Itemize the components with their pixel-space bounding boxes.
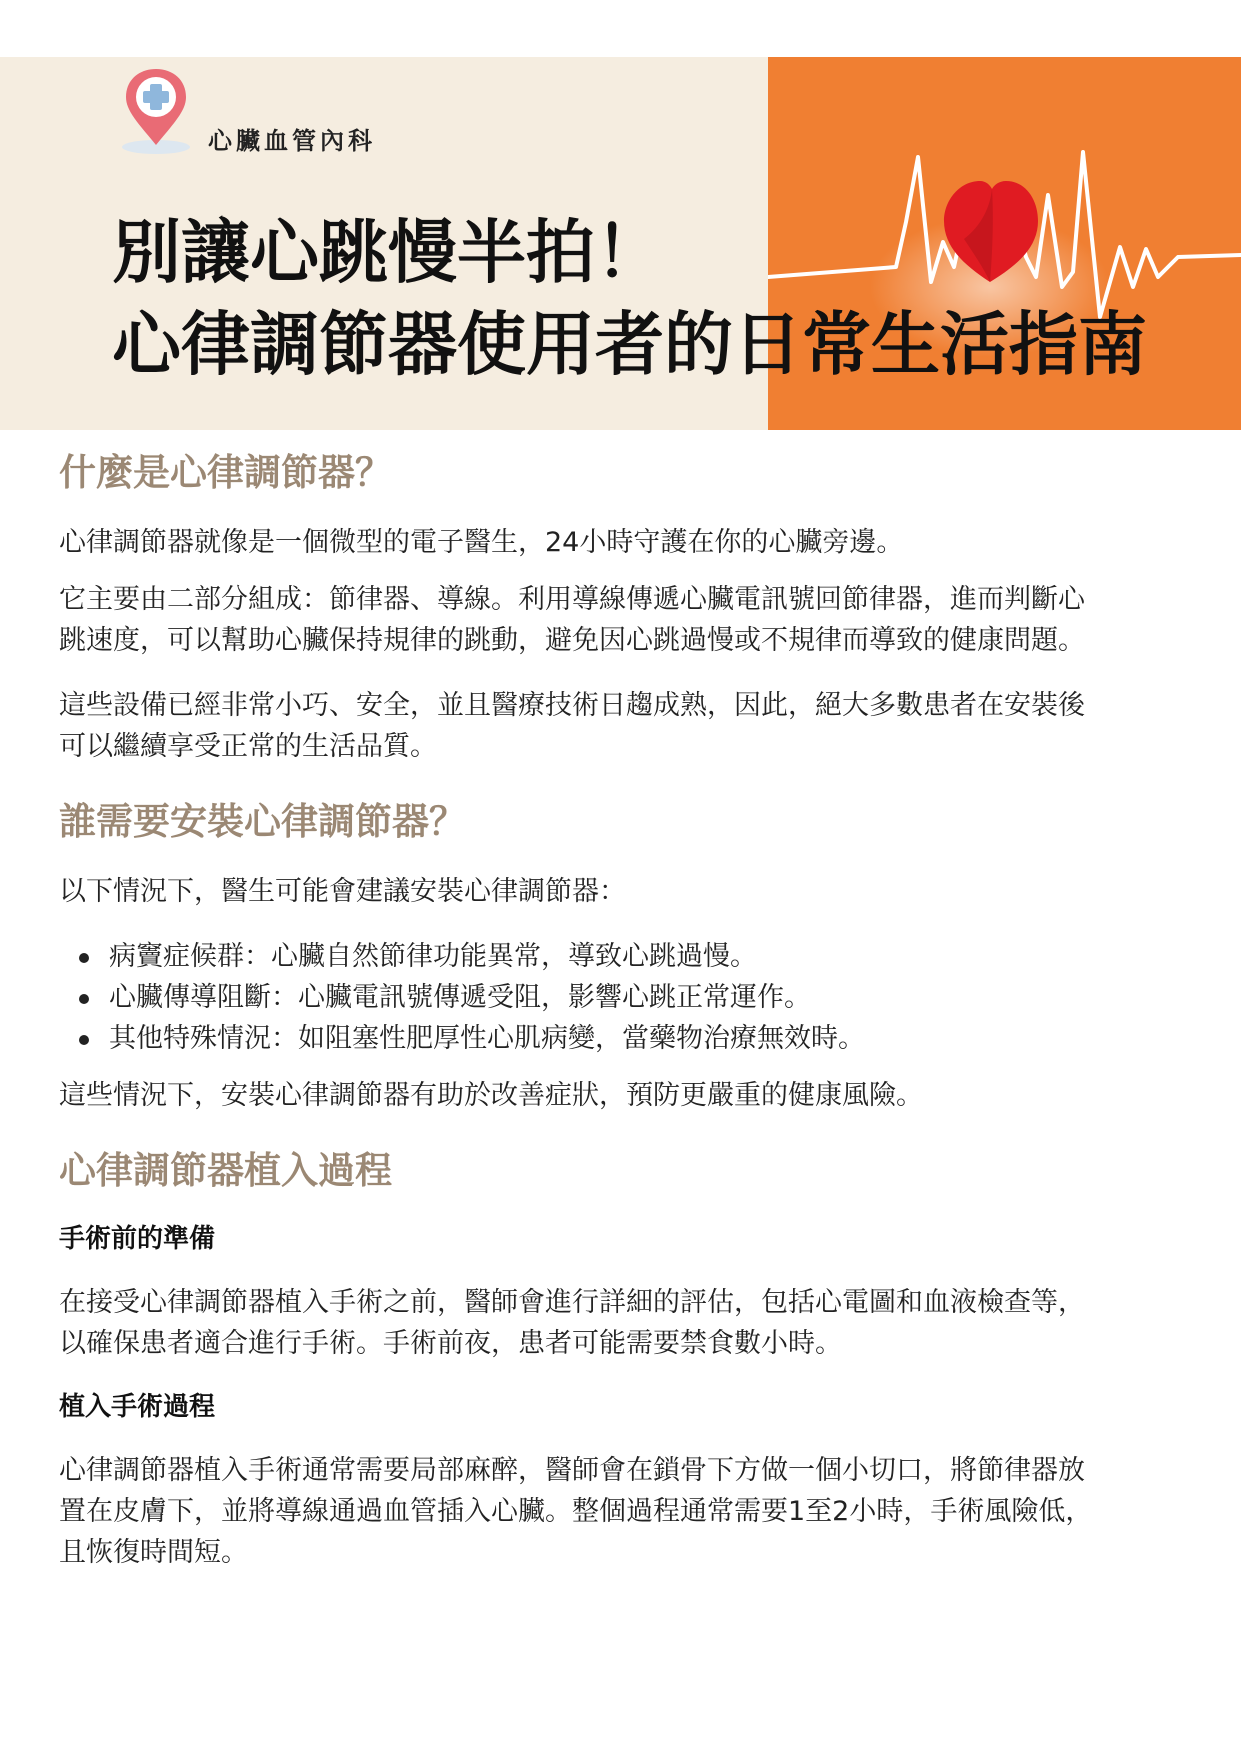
section-heading-process: 心律調節器植入過程 (59, 1149, 392, 1192)
medical-location-pin-icon (120, 67, 192, 159)
main-content (59, 448, 1169, 1573)
list-item: 心臟傳導阻斷：心臟電訊號傳遞受阻，影響心跳正常運作。 (109, 977, 1169, 1018)
list-item: 病竇症候群：心臟自然節律功能異常，導致心跳過慢。 (109, 936, 1169, 977)
paragraph-safety: 這些設備已經非常小巧、安全，並且醫療技術日趨成熟，因此，絕大多數患者在安裝後 可以繼續享受正常的生活品質。 (59, 690, 1085, 762)
list-item: 其他特殊情況：如阻塞性肥厚性心肌病變，當藥物治療無效時。 (109, 1018, 1169, 1059)
section-heading-who: 誰需要安裝心律調節器？ (59, 800, 466, 843)
header-banner (0, 57, 1241, 430)
department-name: 心臟血管內科 (208, 127, 376, 155)
title-line-2: 心律調節器使用者的日常生活指南 (112, 305, 1147, 385)
subheading-preparation: 手術前的準備 (59, 1224, 216, 1254)
subheading-surgery: 植入手術過程 (59, 1392, 216, 1422)
title-line-1: 別讓心跳慢半拍！ (112, 213, 664, 293)
paragraph-preparation: 在接受心律調節器植入手術之前，醫師會進行詳細的評估，包括心電圖和血液檢查等， 以確保患者適合進行手術。手術前夜，患者可能需要禁食數小時。 (59, 1287, 1085, 1359)
bullet-icon (79, 1035, 89, 1045)
paragraph-components: 它主要由二部分組成：節律器、導線。利用導線傳遞心臟電訊號回節律器，進而判斷心 跳速度，可以幫助心臟保持規律的跳動，避免因心跳過慢或不規律而導致的健康問題。 (59, 584, 1085, 656)
bullet-icon (79, 953, 89, 963)
page-title (112, 207, 1147, 391)
paragraph-who-outro: 這些情況下，安裝心律調節器有助於改善症狀，預防更嚴重的健康風險。 (59, 1080, 923, 1111)
indication-list (59, 936, 1169, 1059)
section-heading-what: 什麼是心律調節器？ (59, 451, 392, 494)
bullet-icon (79, 994, 89, 1004)
paragraph-intro: 心律調節器就像是一個微型的電子醫生，24小時守護在你的心臟旁邊。 (59, 527, 904, 558)
paragraph-who-intro: 以下情況下，醫生可能會建議安裝心律調節器： (59, 876, 626, 907)
paragraph-surgery: 心律調節器植入手術通常需要局部麻醉，醫師會在鎖骨下方做一個小切口，將節律器放 置在皮膚下，並將導線通過血管插入心臟。整個過程通常需要1至2小時，手術風險低， 且恢復時間短。 (59, 1455, 1093, 1568)
